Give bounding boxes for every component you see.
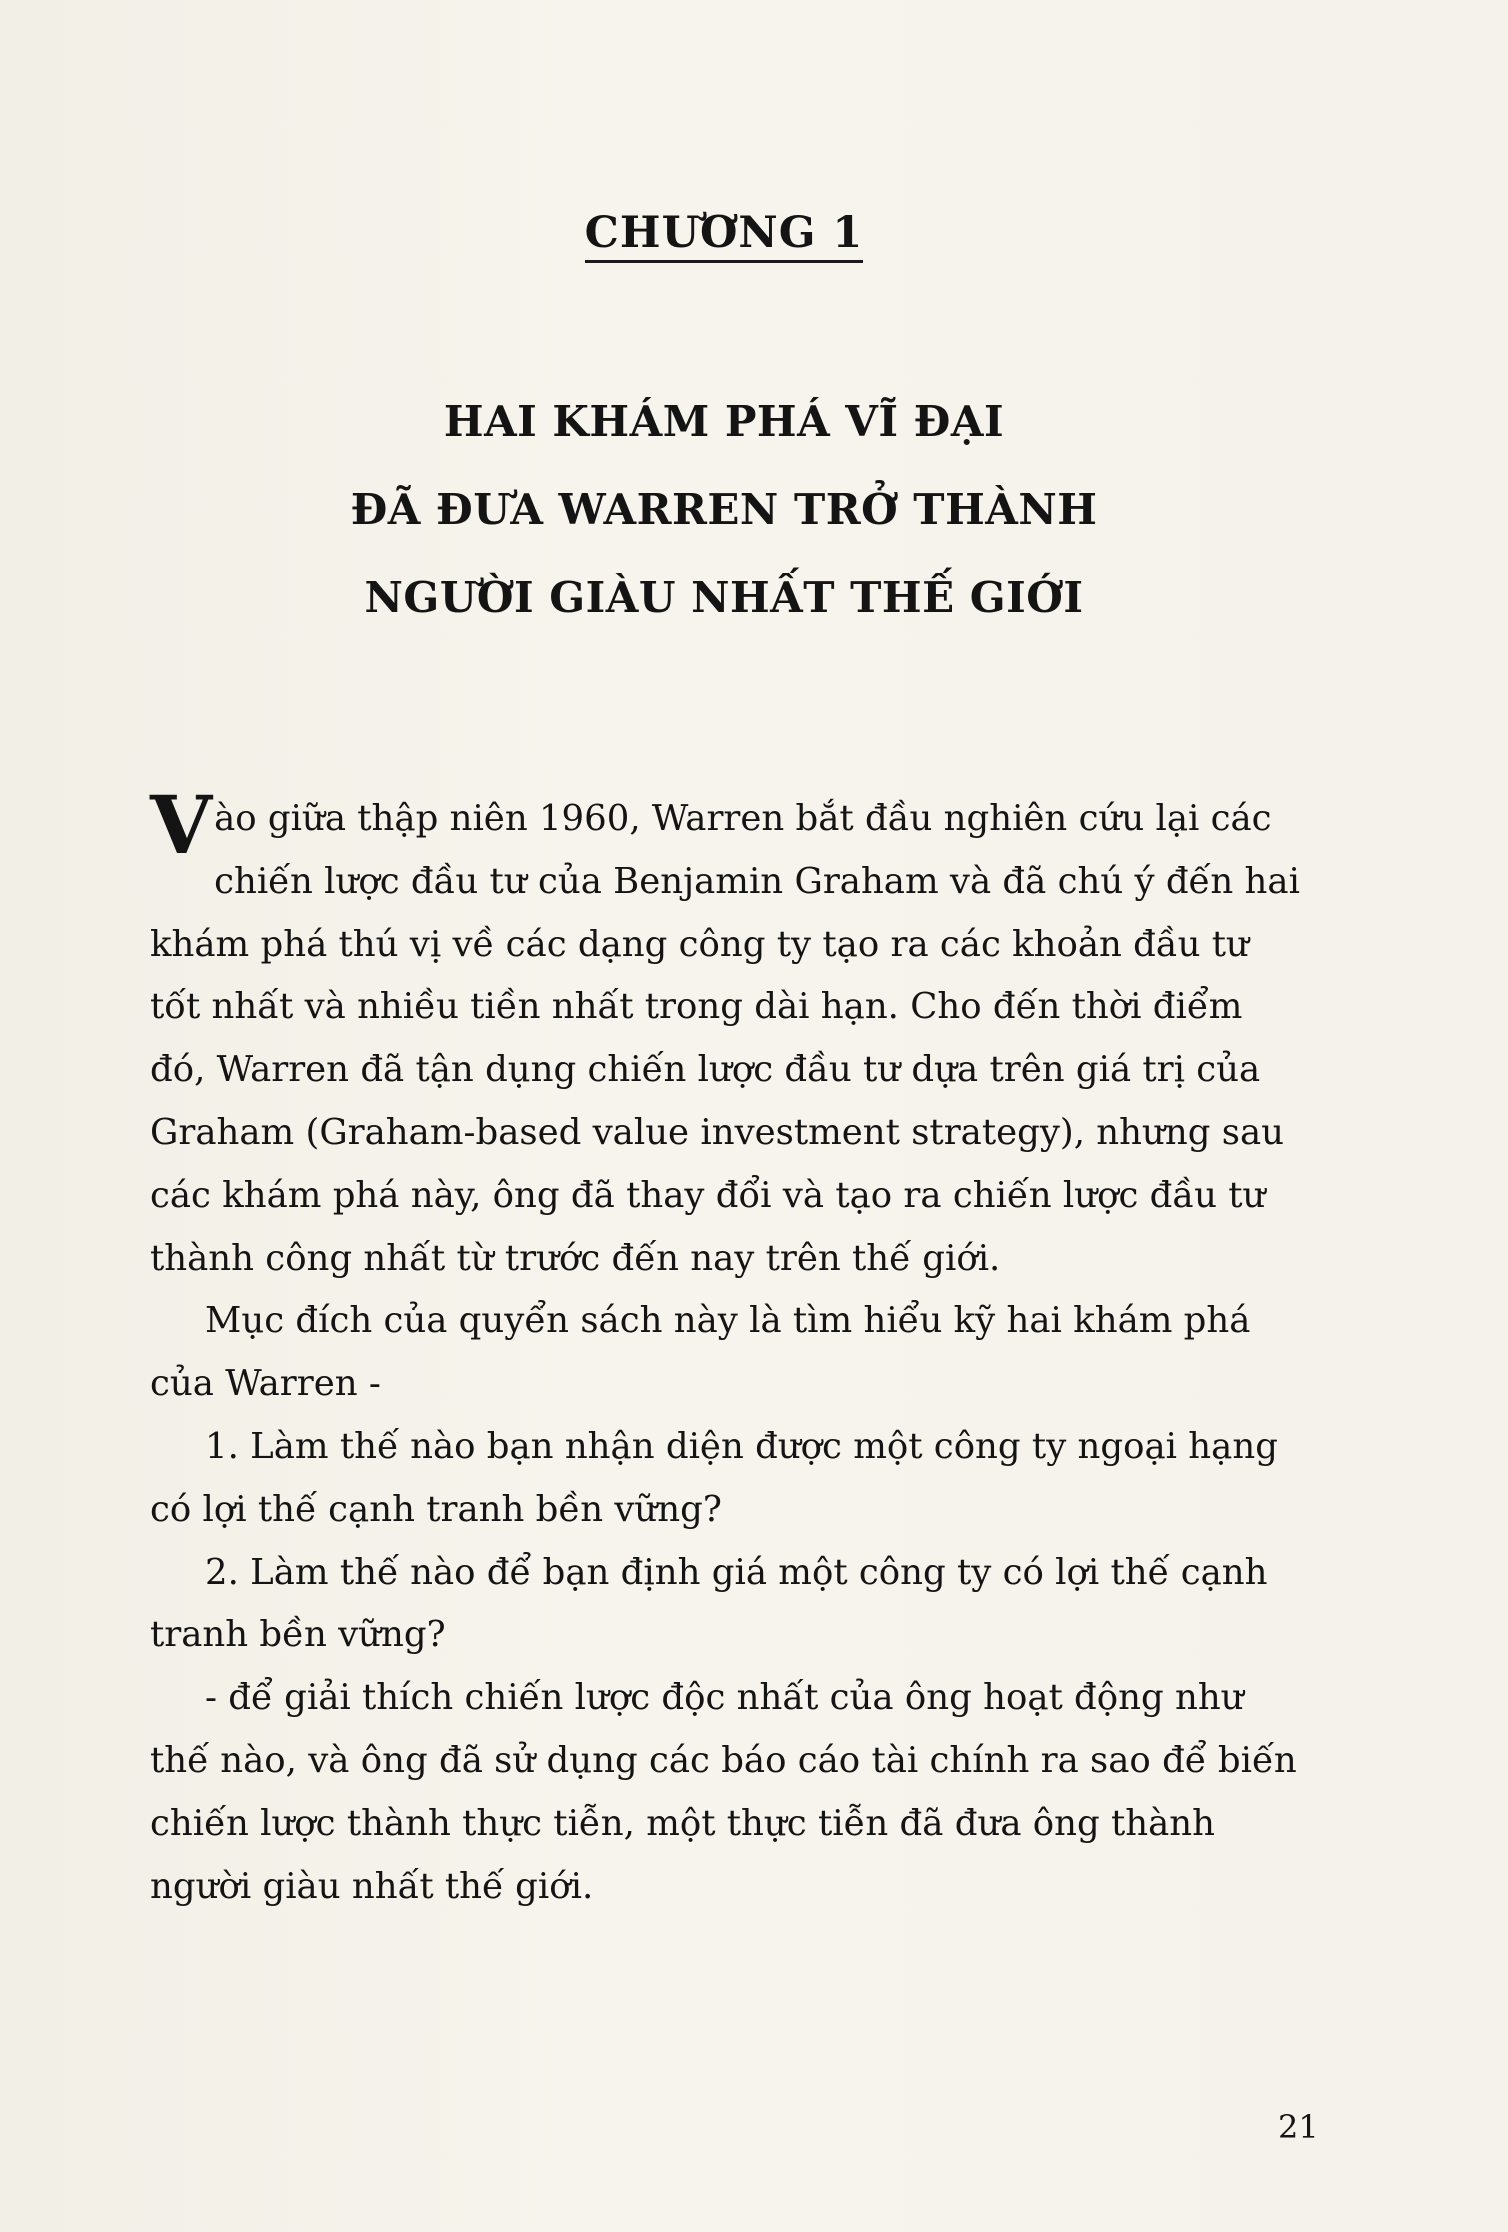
paragraph-intro-text: ào giữa thập niên 1960, Warren bắt đầu nghiên cứu lại các chiến lược đầu tư của Benjamin Graham và đã chú ý đến hai khám phá thú vị về các dạng công ty tạo ra các khoản đầu tư tốt nhất và nhiều tiền nhất trong dài hạn. Cho đến thời điểm đó, Warren đã tận dụng chiến lược đầu tư dựa trên giá trị của Graham (Graham-based value investment strategy), nhưng sau các khám phá này, ông đã thay đổi và tạo ra chiến lược đầu tư thành công nhất từ trước đến nay trên thế giới.: [150, 798, 1300, 1279]
chapter-body: [150, 778, 1300, 1918]
chapter-title-line-1: HAI KHÁM PHÁ VĨ ĐẠI: [443, 397, 1005, 446]
chapter-heading: [0, 208, 1448, 258]
paragraph-purpose: Mục đích của quyển sách này là tìm hiểu kỹ hai khám phá của Warren -: [150, 1300, 1251, 1405]
paragraph-conclusion: - để giải thích chiến lược độc nhất của ông hoạt động như thế nào, và ông đã sử dụng các báo cáo tài chính ra sao để biến chiến lược thành thực tiễn, một thực tiễn đã đưa ông thành người giàu nhất thế giới.: [150, 1677, 1297, 1907]
list-item-2: 2. Làm thế nào để bạn định giá một công ty có lợi thế cạnh tranh bền vững?: [150, 1551, 1268, 1656]
list-item-1: 1. Làm thế nào bạn nhận diện được một công ty ngoại hạng có lợi thế cạnh tranh bền vững?: [150, 1425, 1278, 1530]
paragraph-intro: [150, 778, 1300, 1290]
chapter-title: [0, 378, 1448, 642]
chapter-title-line-3: NGƯỜI GIÀU NHẤT THẾ GIỚI: [364, 573, 1084, 622]
chapter-title-line-2: ĐÃ ĐƯA WARREN TRỞ THÀNH: [350, 485, 1098, 534]
chapter-label: CHƯƠNG 1: [585, 208, 864, 263]
drop-cap: V: [150, 778, 213, 872]
page-number: 21: [1278, 2108, 1319, 2146]
